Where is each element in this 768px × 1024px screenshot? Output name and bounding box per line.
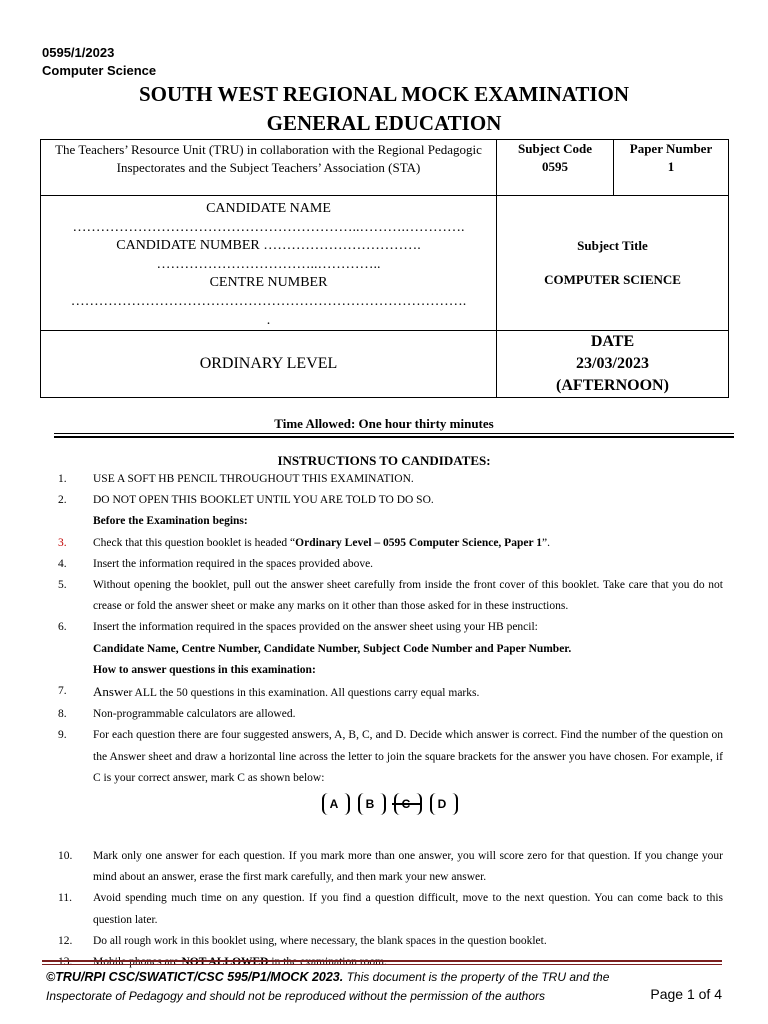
exam-subtitle: GENERAL EDUCATION [266, 111, 502, 135]
divider [54, 436, 734, 438]
item-text: Non-programmable calculators are allowed. [93, 708, 296, 721]
level-cell [41, 331, 497, 398]
date-cell [497, 331, 729, 398]
item-number: 7. [58, 685, 67, 698]
answer-option-b [356, 791, 384, 817]
tru-text: The Teachers’ Resource Unit (TRU) in collaboration with the Regional Pedagogic Inspectorates and the Subject Teachers’ Association (STA) [55, 142, 482, 175]
subject-code-cell [497, 140, 614, 196]
item-text: Mark only one answer for each question. If you mark more than one answer, you will score zero for that question. If you change your mind about an answer, erase the first mark carefully, and then mark your new answer. [93, 850, 723, 884]
before-heading: Before the Examination begins: [93, 515, 248, 528]
tru-cell [41, 140, 497, 196]
answer-example [320, 791, 456, 817]
page-number: Page 1 of 4 [650, 986, 722, 1002]
item-text-bold: Ordinary Level – 0595 Computer Science, Paper 1 [295, 536, 542, 549]
item-text [93, 681, 723, 704]
footer-notice: This document is the property of the TRU and the [343, 970, 610, 984]
footer-notice-2: Inspectorate of Pedagogy and should not be reproduced without the permission of the authors [46, 989, 545, 1003]
paper-header [42, 44, 156, 80]
how-heading: How to answer questions in this examination: [93, 663, 316, 676]
option-letter: A [329, 797, 339, 811]
paper-number-value: 1 [667, 159, 675, 174]
item-number: 3. [58, 536, 67, 549]
item-number: 6. [58, 621, 67, 634]
time-allowed: Time Allowed: One hour thirty minutes [274, 416, 494, 431]
candidate-cell [41, 196, 497, 331]
item-text: Insert the information required in the spaces provided above. [93, 557, 374, 570]
option-letter: B [365, 797, 375, 811]
answer-option-d [428, 791, 456, 817]
item-number: 10. [58, 850, 73, 863]
exam-title: SOUTH WEST REGIONAL MOCK EXAMINATION [138, 82, 630, 106]
item-number: 9. [58, 729, 67, 742]
item-text: For each question there are four suggested answers, A, B, C, and D. Decide which answer is correct. Find the number of the question on the Answer sheet and draw a horizontal line across the letter to join the square brackets for the answer you have chosen. For example, if C is your correct answer, mark C as shown below: [93, 729, 723, 784]
item-number: 11. [58, 892, 72, 905]
list-item [58, 490, 723, 511]
list-item [58, 533, 723, 554]
item-number: 1. [58, 473, 67, 485]
subject-title-label: Subject Title [577, 238, 648, 254]
paper-code: 0595/1/2023 [42, 45, 115, 60]
centre-number-dots-end: . [266, 312, 271, 328]
item-number: 5. [58, 579, 67, 592]
exam-level: ORDINARY LEVEL [199, 355, 338, 373]
list-item [58, 469, 723, 490]
item-text-part: Check that this question booklet is headed “ [93, 536, 296, 549]
footer-divider [42, 960, 722, 962]
item-number: 12. [58, 934, 73, 947]
subject-title-cell [497, 196, 729, 331]
centre-number-dots: …………………………………………………………………………. [70, 293, 467, 309]
item-number: 4. [58, 557, 67, 570]
item-number: 2. [58, 494, 67, 507]
date-label: DATE [590, 333, 635, 351]
date-value: 23/03/2023 [576, 355, 649, 373]
candidate-name-label[interactable]: CANDIDATE NAME [206, 201, 331, 216]
item-text [93, 533, 723, 554]
list-item [58, 888, 723, 930]
item-text-part: Mobile phones are [93, 956, 182, 969]
subject-code-value: 0595 [542, 159, 568, 174]
item-text-part: in the examination room. [268, 956, 387, 969]
paper-subject: Computer Science [42, 63, 157, 78]
item-text-part: ”. [541, 536, 550, 549]
item-text: DO NOT OPEN THIS BOOKLET UNTIL YOU ARE TOLD TO DO SO. [93, 494, 434, 507]
candidate-number-dots: ……………………………..………….. [156, 256, 381, 272]
list-item [58, 725, 723, 789]
answer-option-a [320, 791, 348, 817]
subject-title-value: COMPUTER SCIENCE [544, 272, 681, 288]
instructions-heading: INSTRUCTIONS TO CANDIDATES: [277, 453, 491, 468]
divider [54, 433, 734, 434]
paper-number-cell [614, 140, 729, 196]
list-item [58, 554, 723, 575]
answer-option-c-marked [392, 791, 420, 817]
answer-mark-line [392, 803, 420, 805]
item-text: Do all rough work in this booklet using, where necessary, the blank spaces in the question booklet. [93, 934, 547, 947]
item-text: Without opening the booklet, pull out the answer sheet carefully from inside the front cover of this booklet. Take care that you do not crease or fold the answer sheet or make any marks on it other than those asked for in these instructions. [93, 579, 723, 613]
copyright: ©TRU/RPI CSC/SWATICT/CSC 595/P1/MOCK 2023. [46, 970, 344, 984]
item-text-bold: NOT ALLOWED [181, 956, 269, 969]
answer-sheet-fields: Candidate Name, Centre Number, Candidate Number, Subject Code Number and Paper Number. [93, 642, 572, 655]
candidate-info-table [40, 139, 729, 398]
footer [46, 968, 726, 1006]
item-number: 8. [58, 708, 67, 721]
item-text: Insert the information required in the spaces provided on the answer sheet using your HB pencil: [93, 621, 538, 634]
list-item [58, 681, 723, 704]
paper-number-label: Paper Number [629, 141, 713, 156]
list-item [58, 931, 723, 952]
candidate-number-label[interactable]: CANDIDATE NUMBER ……………………………. [116, 238, 421, 254]
list-item [58, 704, 723, 725]
centre-number-label[interactable]: CENTRE NUMBER [209, 275, 328, 291]
item-text: USE A SOFT HB PENCIL THROUGHOUT THIS EXAMINATION. [93, 473, 414, 485]
session-value: (AFTERNOON) [556, 377, 669, 395]
subject-code-label: Subject Code [517, 141, 593, 156]
item-text-part: Answ [93, 684, 124, 700]
option-letter: D [437, 797, 447, 811]
instructions-list [58, 469, 723, 973]
footer-divider [42, 964, 722, 965]
item-text-part: er ALL the 50 questions in this examination. All questions carry equal marks. [123, 687, 480, 700]
item-text: Avoid spending much time on any question. If you find a question difficult, move to the next question. You can come back to this question later. [93, 892, 723, 926]
list-item [58, 617, 723, 638]
candidate-name-dots: ……………………………………………………..……….…………. [72, 219, 465, 235]
list-item [58, 846, 723, 888]
item-number: 13. [58, 956, 73, 969]
list-item [58, 575, 723, 617]
